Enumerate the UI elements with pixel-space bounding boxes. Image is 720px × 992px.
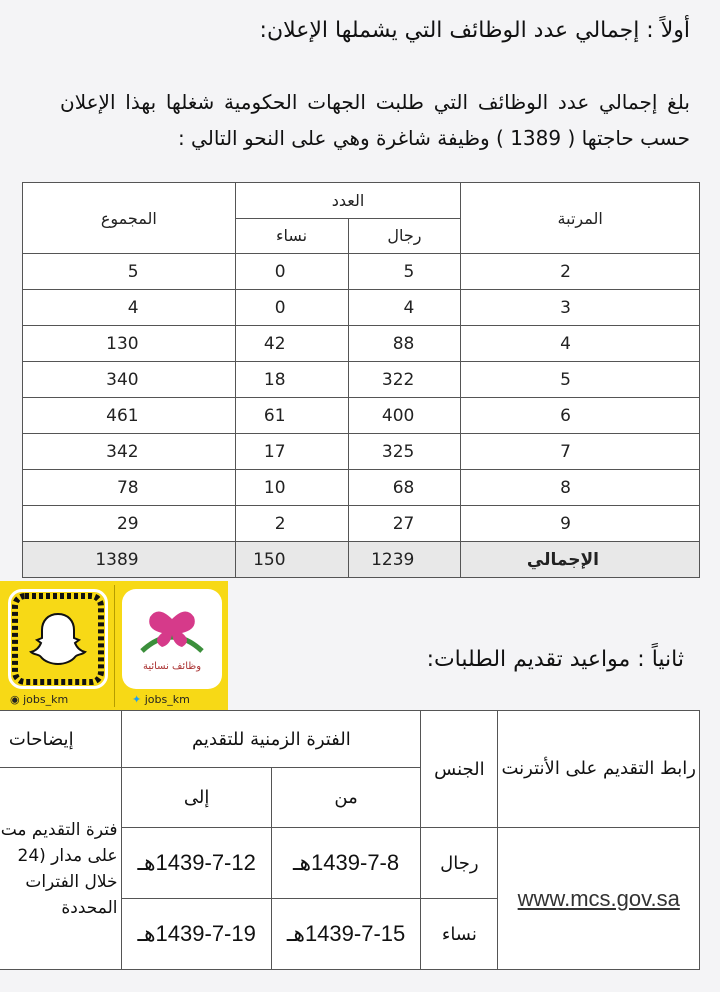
cell-men: 5: [348, 254, 461, 290]
table-row: [23, 254, 700, 290]
cell-total: 5: [23, 254, 236, 290]
cell-total: 4: [23, 290, 236, 326]
men-from-date: 1439-7-8هـ: [271, 828, 420, 899]
snapcode-qr: [8, 589, 108, 689]
cell-women: 0: [235, 290, 348, 326]
section2-heading: ثانياً : مواعيد تقديم الطلبات:: [426, 647, 684, 672]
cell-women: 150: [235, 542, 348, 578]
cell-women: 2: [235, 506, 348, 542]
snapchat-ghost-icon: [11, 592, 105, 686]
table-row: [23, 362, 700, 398]
svg-text:وظائف نسائية: وظائف نسائية: [142, 661, 202, 672]
cell-total: 29: [23, 506, 236, 542]
header-women: نساء: [235, 218, 348, 254]
cell-women: 61: [235, 398, 348, 434]
header-from: من: [271, 768, 420, 828]
cell-rank: 3: [461, 290, 700, 326]
cell-rank: 2: [461, 254, 700, 290]
section1-paragraph: بلغ إجمالي عدد الوظائف التي طلبت الجهات الحكومية شغلها بهذا الإعلان حسب حاجتها ( 1389 ) وظيفة شاغرة وهي على النحو التالي :: [60, 90, 690, 150]
header-rank: المرتبة: [461, 183, 700, 254]
cell-total: 342: [23, 434, 236, 470]
ad-divider: [114, 585, 115, 707]
table-row: [23, 290, 700, 326]
table-row: [23, 470, 700, 506]
snapchat-icon: ◉: [10, 693, 24, 706]
promo-banner: [0, 581, 228, 711]
section1-heading: أولاً : إجمالي عدد الوظائف التي يشملها الإعلان:: [259, 18, 690, 43]
table-row: [23, 506, 700, 542]
cell-total: 130: [23, 326, 236, 362]
men-to-date: 1439-7-12هـ: [122, 828, 271, 899]
cell-men: 88: [348, 326, 461, 362]
table-row: [23, 326, 700, 362]
women-to-date: 1439-7-19هـ: [122, 899, 271, 970]
cell-total: 1389: [23, 542, 236, 578]
cell-women: 17: [235, 434, 348, 470]
gender-men: رجال: [421, 828, 498, 899]
twitter-icon: ✦: [132, 693, 145, 706]
women-from-date: 1439-7-15هـ: [271, 899, 420, 970]
cell-men: 322: [348, 362, 461, 398]
gender-women: نساء: [421, 899, 498, 970]
header-count: العدد: [235, 183, 461, 219]
cell-total: 340: [23, 362, 236, 398]
header-link: رابط التقديم على الأنترنت: [498, 711, 700, 828]
apply-link[interactable]: www.mcs.gov.sa: [498, 828, 700, 970]
cell-rank: الإجمالي: [461, 542, 700, 578]
butterfly-logo-icon: [122, 589, 222, 689]
cell-rank: 7: [461, 434, 700, 470]
notes-cell: فترة التقديم مت على مدار (24 خلال الفترات المحددة: [0, 768, 122, 970]
table-total-row: [23, 542, 700, 578]
cell-total: 461: [23, 398, 236, 434]
header-period: الفترة الزمنية للتقديم: [122, 711, 421, 768]
header-total: المجموع: [23, 183, 236, 254]
cell-rank: 5: [461, 362, 700, 398]
cell-men: 325: [348, 434, 461, 470]
cell-men: 27: [348, 506, 461, 542]
header-men: رجال: [348, 218, 461, 254]
jobs-table: [22, 182, 700, 578]
cell-women: 42: [235, 326, 348, 362]
schedule-table: [0, 710, 700, 970]
cell-women: 10: [235, 470, 348, 506]
snapchat-handle: ◉ jobs_km: [10, 693, 69, 706]
cell-women: 0: [235, 254, 348, 290]
cell-women: 18: [235, 362, 348, 398]
table-row: [23, 434, 700, 470]
cell-men: 68: [348, 470, 461, 506]
cell-rank: 8: [461, 470, 700, 506]
header-gender: الجنس: [421, 711, 498, 828]
brand-logo: [122, 589, 222, 689]
table-row: [23, 398, 700, 434]
cell-men: 4: [348, 290, 461, 326]
cell-total: 78: [23, 470, 236, 506]
twitter-handle: ✦ jobs_km: [132, 693, 190, 706]
cell-rank: 6: [461, 398, 700, 434]
cell-men: 400: [348, 398, 461, 434]
header-to: إلى: [122, 768, 271, 828]
cell-rank: 4: [461, 326, 700, 362]
header-notes: إيضاحات: [0, 711, 122, 768]
cell-rank: 9: [461, 506, 700, 542]
cell-men: 1239: [348, 542, 461, 578]
